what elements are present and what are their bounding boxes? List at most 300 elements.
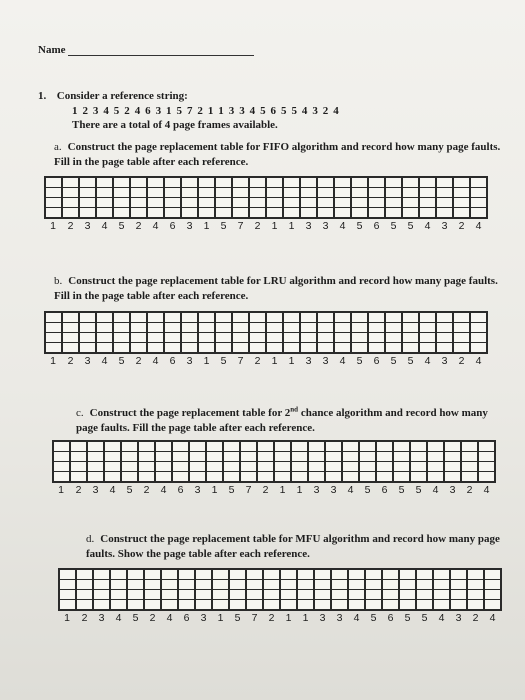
frame-cell[interactable]	[349, 570, 364, 580]
frame-cell[interactable]	[114, 343, 129, 352]
frame-cell[interactable]	[145, 580, 160, 590]
frame-cell[interactable]	[386, 323, 401, 333]
frame-cell[interactable]	[360, 462, 375, 472]
frame-cell[interactable]	[471, 178, 486, 188]
frame-cell[interactable]	[162, 590, 177, 600]
frame-cell[interactable]	[250, 333, 265, 343]
frame-cell[interactable]	[190, 442, 205, 452]
frame-cell[interactable]	[46, 313, 61, 323]
frame-cell[interactable]	[451, 570, 466, 580]
frame-cell[interactable]	[335, 343, 350, 352]
frame-cell[interactable]	[445, 452, 460, 462]
frame-cell[interactable]	[131, 313, 146, 323]
frame-cell[interactable]	[420, 198, 435, 208]
frame-cell[interactable]	[114, 323, 129, 333]
frame-cell[interactable]	[417, 580, 432, 590]
frame-cell[interactable]	[335, 178, 350, 188]
frame-cell[interactable]	[182, 343, 197, 352]
frame-cell[interactable]	[400, 590, 415, 600]
frame-cell[interactable]	[332, 590, 347, 600]
frame-cell[interactable]	[369, 333, 384, 343]
frame-cell[interactable]	[233, 208, 248, 217]
frame-cell[interactable]	[247, 580, 262, 590]
frame-cell[interactable]	[386, 208, 401, 217]
frame-cell[interactable]	[332, 600, 347, 609]
frame-cell[interactable]	[369, 323, 384, 333]
frame-cell[interactable]	[301, 343, 316, 352]
frame-cell[interactable]	[369, 188, 384, 198]
frame-cell[interactable]	[369, 343, 384, 352]
frame-cell[interactable]	[479, 442, 494, 452]
frame-cell[interactable]	[258, 452, 273, 462]
frame-cell[interactable]	[63, 343, 78, 352]
frame-cell[interactable]	[318, 178, 333, 188]
frame-cell[interactable]	[377, 462, 392, 472]
frame-cell[interactable]	[97, 188, 112, 198]
frame-cell[interactable]	[199, 313, 214, 323]
frame-cell[interactable]	[148, 208, 163, 217]
frame-cell[interactable]	[80, 198, 95, 208]
frame-cell[interactable]	[264, 590, 279, 600]
frame-cell[interactable]	[462, 462, 477, 472]
frame-cell[interactable]	[403, 178, 418, 188]
frame-cell[interactable]	[114, 188, 129, 198]
frame-cell[interactable]	[318, 208, 333, 217]
frame-cell[interactable]	[437, 198, 452, 208]
frame-cell[interactable]	[165, 313, 180, 323]
frame-cell[interactable]	[411, 452, 426, 462]
frame-cell[interactable]	[417, 600, 432, 609]
frame-cell[interactable]	[275, 452, 290, 462]
frame-cell[interactable]	[46, 178, 61, 188]
frame-cell[interactable]	[105, 452, 120, 462]
frame-cell[interactable]	[60, 590, 75, 600]
frame-cell[interactable]	[216, 323, 231, 333]
frame-cell[interactable]	[485, 600, 500, 609]
frame-cell[interactable]	[247, 590, 262, 600]
frame-cell[interactable]	[156, 442, 171, 452]
frame-cell[interactable]	[369, 208, 384, 217]
frame-cell[interactable]	[386, 178, 401, 188]
frame-cell[interactable]	[284, 188, 299, 198]
frame-cell[interactable]	[173, 462, 188, 472]
frame-cell[interactable]	[301, 333, 316, 343]
frame-cell[interactable]	[80, 333, 95, 343]
frame-cell[interactable]	[224, 462, 239, 472]
frame-cell[interactable]	[360, 452, 375, 462]
frame-cell[interactable]	[485, 580, 500, 590]
frame-cell[interactable]	[420, 343, 435, 352]
frame-cell[interactable]	[343, 472, 358, 481]
frame-cell[interactable]	[451, 600, 466, 609]
frame-cell[interactable]	[114, 313, 129, 323]
frame-cell[interactable]	[111, 590, 126, 600]
frame-cell[interactable]	[179, 590, 194, 600]
frame-cell[interactable]	[216, 198, 231, 208]
frame-cell[interactable]	[267, 198, 282, 208]
frame-cell[interactable]	[284, 198, 299, 208]
frame-cell[interactable]	[63, 313, 78, 323]
frame-cell[interactable]	[80, 178, 95, 188]
frame-cell[interactable]	[139, 442, 154, 452]
frame-cell[interactable]	[318, 333, 333, 343]
frame-cell[interactable]	[190, 472, 205, 481]
frame-cell[interactable]	[131, 333, 146, 343]
frame-cell[interactable]	[162, 570, 177, 580]
frame-cell[interactable]	[207, 452, 222, 462]
frame-cell[interactable]	[434, 600, 449, 609]
frame-cell[interactable]	[454, 343, 469, 352]
frame-cell[interactable]	[420, 333, 435, 343]
frame-cell[interactable]	[148, 198, 163, 208]
frame-cell[interactable]	[352, 208, 367, 217]
frame-cell[interactable]	[122, 472, 137, 481]
frame-cell[interactable]	[233, 188, 248, 198]
frame-cell[interactable]	[105, 462, 120, 472]
frame-cell[interactable]	[250, 188, 265, 198]
frame-cell[interactable]	[165, 188, 180, 198]
frame-cell[interactable]	[46, 208, 61, 217]
frame-cell[interactable]	[54, 452, 69, 462]
frame-cell[interactable]	[190, 452, 205, 462]
frame-cell[interactable]	[301, 208, 316, 217]
frame-cell[interactable]	[292, 472, 307, 481]
frame-cell[interactable]	[471, 333, 486, 343]
frame-cell[interactable]	[207, 472, 222, 481]
frame-cell[interactable]	[309, 462, 324, 472]
frame-cell[interactable]	[131, 178, 146, 188]
frame-cell[interactable]	[386, 188, 401, 198]
frame-cell[interactable]	[46, 188, 61, 198]
frame-cell[interactable]	[471, 208, 486, 217]
frame-cell[interactable]	[233, 313, 248, 323]
frame-cell[interactable]	[454, 208, 469, 217]
frame-cell[interactable]	[471, 188, 486, 198]
frame-cell[interactable]	[420, 313, 435, 323]
frame-cell[interactable]	[462, 472, 477, 481]
frame-cell[interactable]	[114, 333, 129, 343]
frame-cell[interactable]	[309, 452, 324, 462]
frame-cell[interactable]	[301, 188, 316, 198]
frame-cell[interactable]	[479, 462, 494, 472]
frame-cell[interactable]	[275, 442, 290, 452]
frame-cell[interactable]	[352, 333, 367, 343]
frame-cell[interactable]	[162, 580, 177, 590]
frame-cell[interactable]	[471, 198, 486, 208]
frame-cell[interactable]	[335, 208, 350, 217]
frame-cell[interactable]	[434, 570, 449, 580]
frame-cell[interactable]	[80, 313, 95, 323]
frame-cell[interactable]	[437, 178, 452, 188]
frame-cell[interactable]	[352, 323, 367, 333]
frame-cell[interactable]	[258, 462, 273, 472]
frame-cell[interactable]	[335, 188, 350, 198]
frame-cell[interactable]	[428, 462, 443, 472]
frame-cell[interactable]	[139, 462, 154, 472]
frame-cell[interactable]	[54, 442, 69, 452]
frame-cell[interactable]	[233, 333, 248, 343]
frame-cell[interactable]	[199, 188, 214, 198]
frame-cell[interactable]	[267, 313, 282, 323]
frame-cell[interactable]	[173, 472, 188, 481]
frame-cell[interactable]	[479, 472, 494, 481]
frame-cell[interactable]	[451, 590, 466, 600]
frame-cell[interactable]	[267, 208, 282, 217]
frame-cell[interactable]	[315, 600, 330, 609]
frame-cell[interactable]	[292, 462, 307, 472]
frame-cell[interactable]	[335, 323, 350, 333]
frame-cell[interactable]	[267, 188, 282, 198]
frame-cell[interactable]	[383, 570, 398, 580]
frame-cell[interactable]	[88, 462, 103, 472]
frame-cell[interactable]	[97, 323, 112, 333]
frame-cell[interactable]	[366, 570, 381, 580]
frame-cell[interactable]	[454, 188, 469, 198]
frame-cell[interactable]	[148, 188, 163, 198]
frame-cell[interactable]	[60, 580, 75, 590]
frame-cell[interactable]	[366, 600, 381, 609]
frame-cell[interactable]	[213, 590, 228, 600]
frame-cell[interactable]	[148, 333, 163, 343]
frame-cell[interactable]	[165, 343, 180, 352]
frame-cell[interactable]	[63, 208, 78, 217]
frame-cell[interactable]	[411, 472, 426, 481]
frame-cell[interactable]	[352, 313, 367, 323]
frame-cell[interactable]	[437, 333, 452, 343]
frame-cell[interactable]	[71, 462, 86, 472]
frame-cell[interactable]	[454, 313, 469, 323]
frame-cell[interactable]	[216, 343, 231, 352]
frame-cell[interactable]	[131, 208, 146, 217]
frame-cell[interactable]	[179, 580, 194, 590]
frame-cell[interactable]	[332, 580, 347, 590]
frame-cell[interactable]	[145, 570, 160, 580]
frame-cell[interactable]	[377, 472, 392, 481]
frame-cell[interactable]	[60, 600, 75, 609]
frame-cell[interactable]	[335, 198, 350, 208]
frame-cell[interactable]	[233, 343, 248, 352]
frame-cell[interactable]	[46, 198, 61, 208]
frame-cell[interactable]	[148, 323, 163, 333]
frame-cell[interactable]	[383, 590, 398, 600]
frame-cell[interactable]	[63, 198, 78, 208]
frame-cell[interactable]	[264, 570, 279, 580]
frame-cell[interactable]	[264, 580, 279, 590]
frame-cell[interactable]	[298, 590, 313, 600]
frame-cell[interactable]	[445, 462, 460, 472]
frame-cell[interactable]	[437, 313, 452, 323]
frame-cell[interactable]	[281, 580, 296, 590]
frame-cell[interactable]	[284, 333, 299, 343]
frame-cell[interactable]	[309, 442, 324, 452]
frame-cell[interactable]	[162, 600, 177, 609]
frame-cell[interactable]	[199, 178, 214, 188]
frame-cell[interactable]	[369, 178, 384, 188]
frame-cell[interactable]	[128, 590, 143, 600]
frame-cell[interactable]	[454, 333, 469, 343]
frame-cell[interactable]	[97, 178, 112, 188]
frame-cell[interactable]	[428, 472, 443, 481]
frame-cell[interactable]	[462, 442, 477, 452]
frame-cell[interactable]	[145, 590, 160, 600]
frame-cell[interactable]	[63, 178, 78, 188]
frame-cell[interactable]	[284, 323, 299, 333]
frame-cell[interactable]	[156, 462, 171, 472]
frame-cell[interactable]	[298, 570, 313, 580]
frame-cell[interactable]	[281, 570, 296, 580]
frame-cell[interactable]	[250, 323, 265, 333]
frame-cell[interactable]	[369, 313, 384, 323]
frame-cell[interactable]	[139, 452, 154, 462]
frame-cell[interactable]	[445, 472, 460, 481]
frame-cell[interactable]	[131, 343, 146, 352]
frame-cell[interactable]	[366, 590, 381, 600]
frame-cell[interactable]	[148, 178, 163, 188]
frame-cell[interactable]	[128, 570, 143, 580]
frame-cell[interactable]	[298, 600, 313, 609]
frame-cell[interactable]	[179, 570, 194, 580]
frame-cell[interactable]	[343, 452, 358, 462]
frame-cell[interactable]	[122, 452, 137, 462]
frame-cell[interactable]	[77, 580, 92, 590]
frame-cell[interactable]	[77, 590, 92, 600]
frame-cell[interactable]	[182, 333, 197, 343]
frame-cell[interactable]	[148, 313, 163, 323]
frame-cell[interactable]	[230, 580, 245, 590]
frame-cell[interactable]	[284, 208, 299, 217]
frame-cell[interactable]	[403, 323, 418, 333]
frame-cell[interactable]	[182, 188, 197, 198]
frame-cell[interactable]	[281, 590, 296, 600]
frame-cell[interactable]	[179, 600, 194, 609]
frame-cell[interactable]	[77, 600, 92, 609]
frame-cell[interactable]	[352, 178, 367, 188]
frame-cell[interactable]	[403, 333, 418, 343]
frame-cell[interactable]	[148, 343, 163, 352]
frame-cell[interactable]	[94, 570, 109, 580]
frame-cell[interactable]	[284, 178, 299, 188]
frame-cell[interactable]	[182, 323, 197, 333]
frame-cell[interactable]	[377, 452, 392, 462]
frame-cell[interactable]	[111, 570, 126, 580]
frame-cell[interactable]	[182, 198, 197, 208]
frame-cell[interactable]	[165, 208, 180, 217]
frame-cell[interactable]	[199, 208, 214, 217]
frame-cell[interactable]	[485, 590, 500, 600]
frame-cell[interactable]	[349, 580, 364, 590]
frame-cell[interactable]	[199, 198, 214, 208]
frame-cell[interactable]	[94, 600, 109, 609]
frame-cell[interactable]	[182, 178, 197, 188]
frame-cell[interactable]	[349, 600, 364, 609]
frame-cell[interactable]	[199, 343, 214, 352]
frame-cell[interactable]	[326, 442, 341, 452]
frame-cell[interactable]	[332, 570, 347, 580]
frame-cell[interactable]	[80, 323, 95, 333]
frame-cell[interactable]	[196, 590, 211, 600]
frame-cell[interactable]	[326, 452, 341, 462]
frame-cell[interactable]	[122, 442, 137, 452]
frame-cell[interactable]	[386, 198, 401, 208]
frame-cell[interactable]	[394, 452, 409, 462]
frame-cell[interactable]	[224, 452, 239, 462]
frame-cell[interactable]	[80, 208, 95, 217]
frame-cell[interactable]	[267, 343, 282, 352]
frame-cell[interactable]	[451, 580, 466, 590]
frame-cell[interactable]	[400, 600, 415, 609]
frame-cell[interactable]	[114, 178, 129, 188]
frame-cell[interactable]	[468, 580, 483, 590]
frame-cell[interactable]	[63, 333, 78, 343]
frame-cell[interactable]	[114, 208, 129, 217]
frame-cell[interactable]	[165, 323, 180, 333]
frame-cell[interactable]	[216, 178, 231, 188]
frame-cell[interactable]	[275, 472, 290, 481]
frame-cell[interactable]	[250, 198, 265, 208]
frame-cell[interactable]	[403, 188, 418, 198]
frame-cell[interactable]	[213, 570, 228, 580]
frame-cell[interactable]	[80, 343, 95, 352]
frame-cell[interactable]	[207, 442, 222, 452]
frame-cell[interactable]	[462, 452, 477, 462]
frame-cell[interactable]	[207, 462, 222, 472]
frame-cell[interactable]	[88, 472, 103, 481]
frame-cell[interactable]	[196, 570, 211, 580]
frame-cell[interactable]	[394, 442, 409, 452]
frame-cell[interactable]	[196, 580, 211, 590]
frame-cell[interactable]	[335, 333, 350, 343]
frame-cell[interactable]	[352, 343, 367, 352]
frame-cell[interactable]	[315, 590, 330, 600]
frame-cell[interactable]	[165, 178, 180, 188]
frame-cell[interactable]	[471, 313, 486, 323]
frame-cell[interactable]	[241, 472, 256, 481]
frame-cell[interactable]	[63, 188, 78, 198]
frame-cell[interactable]	[196, 600, 211, 609]
frame-cell[interactable]	[343, 442, 358, 452]
frame-cell[interactable]	[284, 313, 299, 323]
frame-cell[interactable]	[247, 570, 262, 580]
frame-cell[interactable]	[54, 462, 69, 472]
frame-cell[interactable]	[471, 323, 486, 333]
frame-cell[interactable]	[292, 442, 307, 452]
frame-cell[interactable]	[46, 323, 61, 333]
frame-cell[interactable]	[230, 600, 245, 609]
frame-cell[interactable]	[213, 600, 228, 609]
frame-cell[interactable]	[318, 343, 333, 352]
frame-cell[interactable]	[128, 600, 143, 609]
frame-cell[interactable]	[230, 590, 245, 600]
frame-cell[interactable]	[233, 323, 248, 333]
frame-cell[interactable]	[122, 462, 137, 472]
frame-cell[interactable]	[165, 198, 180, 208]
frame-cell[interactable]	[258, 472, 273, 481]
frame-cell[interactable]	[301, 178, 316, 188]
frame-cell[interactable]	[318, 188, 333, 198]
frame-cell[interactable]	[360, 442, 375, 452]
frame-cell[interactable]	[454, 178, 469, 188]
frame-cell[interactable]	[105, 442, 120, 452]
frame-cell[interactable]	[264, 600, 279, 609]
frame-cell[interactable]	[267, 333, 282, 343]
frame-cell[interactable]	[241, 452, 256, 462]
frame-cell[interactable]	[349, 590, 364, 600]
frame-cell[interactable]	[97, 198, 112, 208]
frame-cell[interactable]	[63, 323, 78, 333]
frame-cell[interactable]	[139, 472, 154, 481]
frame-cell[interactable]	[403, 208, 418, 217]
frame-cell[interactable]	[377, 442, 392, 452]
